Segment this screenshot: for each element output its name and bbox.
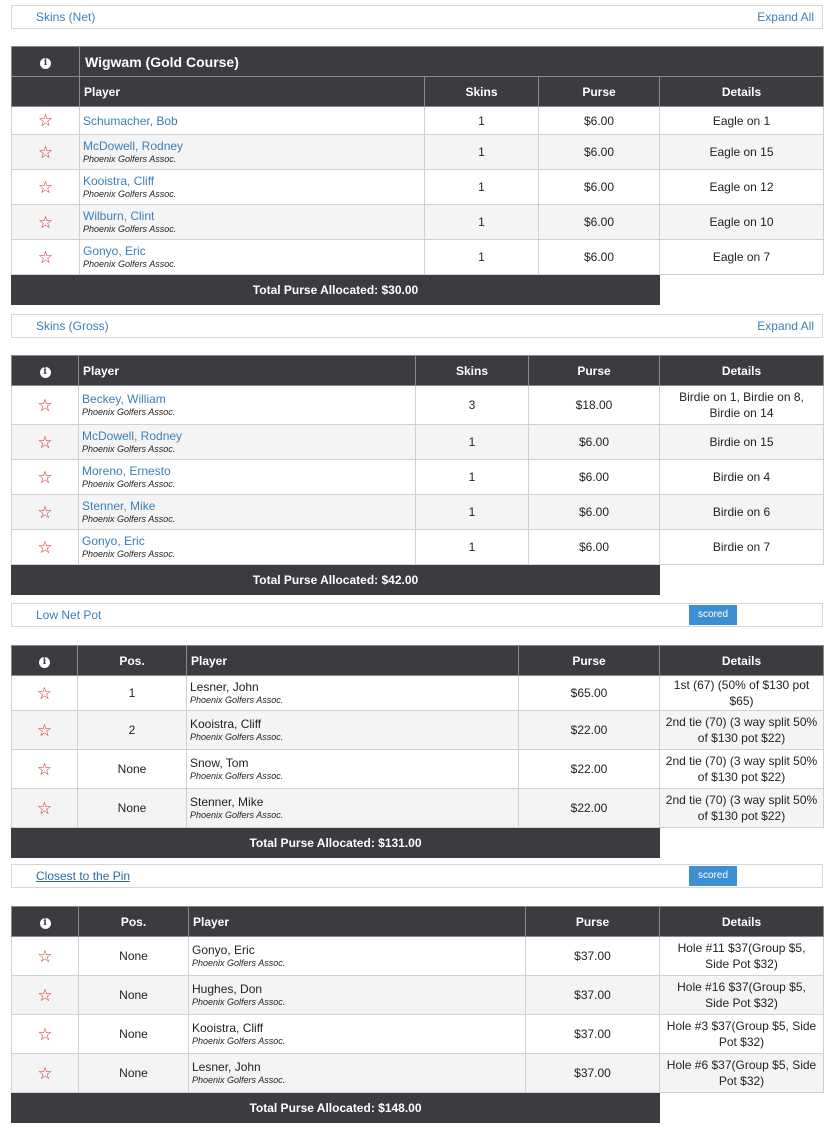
table-row xyxy=(12,711,824,750)
star-column-header xyxy=(12,77,80,107)
player-association: Phoenix Golfers Assoc. xyxy=(82,549,176,559)
player-association: Phoenix Golfers Assoc. xyxy=(192,1036,286,1046)
skins-cell: 1 xyxy=(416,495,529,530)
star-cell xyxy=(12,789,78,828)
details-cell: Eagle on 7 xyxy=(660,240,824,275)
table-row xyxy=(12,170,824,205)
skins-cell: 1 xyxy=(425,205,539,240)
pos-column-header: Pos. xyxy=(79,907,189,937)
total-row xyxy=(12,828,824,858)
info-header-cell xyxy=(12,47,80,77)
total-row xyxy=(12,565,824,595)
player-association: Phoenix Golfers Assoc. xyxy=(82,407,176,417)
purse-cell: $37.00 xyxy=(526,937,660,976)
total-purse: Total Purse Allocated: $131.00 xyxy=(12,828,660,858)
table-row xyxy=(12,205,824,240)
table-row xyxy=(12,240,824,275)
pos-cell: None xyxy=(79,976,189,1015)
scored-badge: scored xyxy=(689,605,737,625)
skins-cell: 1 xyxy=(425,135,539,170)
player-cell xyxy=(189,1015,526,1054)
purse-column-header: Purse xyxy=(519,646,660,676)
player-name-link[interactable]: Kooistra, Cliff xyxy=(83,174,155,188)
closest-to-pin-table xyxy=(11,906,824,1123)
purse-cell: $65.00 xyxy=(519,676,660,711)
player-cell xyxy=(80,240,425,275)
player-name: Snow, Tom xyxy=(190,756,249,770)
star-cell xyxy=(12,530,79,565)
player-cell xyxy=(187,676,519,711)
star-cell xyxy=(12,1054,79,1093)
table-row xyxy=(12,750,824,789)
skins-gross-bar xyxy=(11,314,823,338)
star-cell xyxy=(12,750,78,789)
details-cell: 1st (67) (50% of $130 pot $65) xyxy=(660,676,824,711)
skins-cell: 1 xyxy=(416,530,529,565)
player-name-link[interactable]: Beckey, William xyxy=(82,392,166,406)
player-name-link[interactable]: Moreno, Ernesto xyxy=(82,464,171,478)
star-icon[interactable]: ☆ xyxy=(36,798,53,818)
skins-cell: 1 xyxy=(416,460,529,495)
total-purse: Total Purse Allocated: $42.00 xyxy=(12,565,660,595)
star-icon[interactable]: ☆ xyxy=(37,946,53,966)
star-cell xyxy=(12,425,79,460)
player-name: Stenner, Mike xyxy=(190,795,264,809)
star-icon[interactable]: ☆ xyxy=(36,683,53,703)
details-cell: Eagle on 15 xyxy=(660,135,824,170)
pos-column-header: Pos. xyxy=(78,646,187,676)
course-name: Wigwam (Gold Course) xyxy=(80,47,824,77)
details-cell: Hole #3 $37(Group $5, Side Pot $32) xyxy=(660,1015,824,1054)
pos-cell: None xyxy=(79,1054,189,1093)
player-name-link[interactable]: Gonyo, Eric xyxy=(83,244,146,258)
details-cell: Birdie on 1, Birdie on 8, Birdie on 14 xyxy=(660,386,824,425)
details-column-header: Details xyxy=(660,356,824,386)
purse-column-header: Purse xyxy=(526,907,660,937)
details-cell: 2nd tie (70) (3 way split 50% of $130 pot $22) xyxy=(660,711,824,750)
star-cell xyxy=(12,711,78,750)
pos-cell: None xyxy=(78,750,187,789)
player-cell xyxy=(189,976,526,1015)
star-cell xyxy=(12,937,79,976)
total-purse: Total Purse Allocated: $30.00 xyxy=(12,275,660,305)
table-row xyxy=(12,1054,824,1093)
star-icon[interactable]: ☆ xyxy=(37,537,53,557)
player-association: Phoenix Golfers Assoc. xyxy=(190,810,284,820)
skins-column-header: Skins xyxy=(425,77,539,107)
player-name-link[interactable]: Gonyo, Eric xyxy=(82,534,145,548)
table-row xyxy=(12,976,824,1015)
scored-badge: scored xyxy=(689,866,737,886)
purse-cell: $18.00 xyxy=(529,386,660,425)
player-association: Phoenix Golfers Assoc. xyxy=(190,695,284,705)
info-header-cell xyxy=(12,907,79,937)
player-cell xyxy=(79,530,416,565)
table-row xyxy=(12,425,824,460)
skins-cell: 1 xyxy=(425,240,539,275)
purse-cell: $6.00 xyxy=(529,495,660,530)
pos-cell: None xyxy=(79,937,189,976)
player-cell xyxy=(187,789,519,828)
purse-cell: $37.00 xyxy=(526,1015,660,1054)
purse-column-header: Purse xyxy=(539,77,660,107)
info-icon[interactable]: i xyxy=(40,918,51,929)
skins-net-bar xyxy=(11,5,823,29)
star-cell xyxy=(12,170,80,205)
details-cell: Hole #16 $37(Group $5, Side Pot $32) xyxy=(660,976,824,1015)
star-icon[interactable]: ☆ xyxy=(37,502,53,522)
player-column-header: Player xyxy=(80,77,425,107)
star-cell xyxy=(12,460,79,495)
player-association: Phoenix Golfers Assoc. xyxy=(192,958,286,968)
star-icon[interactable]: ☆ xyxy=(37,247,54,267)
purse-cell: $22.00 xyxy=(519,789,660,828)
info-icon[interactable]: i xyxy=(40,367,51,378)
table-row xyxy=(12,107,824,135)
skins-column-header: Skins xyxy=(416,356,529,386)
low-net-pot-table xyxy=(11,645,824,858)
table-row xyxy=(12,530,824,565)
details-cell: Eagle on 12 xyxy=(660,170,824,205)
star-cell xyxy=(12,240,80,275)
purse-cell: $6.00 xyxy=(539,135,660,170)
player-cell xyxy=(80,107,425,135)
skins-cell: 3 xyxy=(416,386,529,425)
player-association: Phoenix Golfers Assoc. xyxy=(83,224,177,234)
info-icon[interactable]: i xyxy=(40,58,51,69)
player-name: Lesner, John xyxy=(192,1060,261,1074)
skins-net-title[interactable]: Skins (Net) xyxy=(36,10,96,24)
player-cell xyxy=(79,386,416,425)
player-name: Kooistra, Cliff xyxy=(192,1021,264,1035)
details-cell: Birdie on 4 xyxy=(660,460,824,495)
skins-gross-table xyxy=(11,355,824,595)
table-row xyxy=(12,1015,824,1054)
player-cell xyxy=(187,750,519,789)
star-icon[interactable]: ☆ xyxy=(37,432,53,452)
player-association: Phoenix Golfers Assoc. xyxy=(83,189,177,199)
skins-cell: 1 xyxy=(425,170,539,205)
skins-net-expand-all-link[interactable]: Expand All xyxy=(757,10,814,24)
player-cell xyxy=(187,711,519,750)
star-icon[interactable]: ☆ xyxy=(37,111,54,130)
pos-cell: 2 xyxy=(78,711,187,750)
details-cell: Eagle on 10 xyxy=(660,205,824,240)
player-name: Lesner, John xyxy=(190,680,259,694)
player-association: Phoenix Golfers Assoc. xyxy=(82,479,176,489)
closest-to-pin-title[interactable]: Closest to the Pin xyxy=(36,869,131,883)
player-association: Phoenix Golfers Assoc. xyxy=(82,514,176,524)
details-cell: Birdie on 6 xyxy=(660,495,824,530)
player-cell xyxy=(189,1054,526,1093)
purse-cell: $6.00 xyxy=(539,170,660,205)
purse-cell: $6.00 xyxy=(539,107,660,135)
details-cell: Birdie on 7 xyxy=(660,530,824,565)
star-icon[interactable]: ☆ xyxy=(37,142,54,162)
star-cell xyxy=(12,386,79,425)
star-icon[interactable]: ☆ xyxy=(37,985,53,1005)
player-cell xyxy=(189,937,526,976)
star-cell xyxy=(12,1015,79,1054)
star-icon[interactable]: ☆ xyxy=(37,395,53,415)
info-header-cell xyxy=(12,356,79,386)
purse-cell: $6.00 xyxy=(529,530,660,565)
details-cell: Eagle on 1 xyxy=(660,107,824,135)
details-column-header: Details xyxy=(660,907,824,937)
player-name-link[interactable]: McDowell, Rodney xyxy=(82,429,183,443)
total-purse: Total Purse Allocated: $148.00 xyxy=(12,1093,660,1123)
details-cell: 2nd tie (70) (3 way split 50% of $130 pot $22) xyxy=(660,750,824,789)
pos-cell: None xyxy=(79,1015,189,1054)
closest-to-pin-bar xyxy=(11,864,823,888)
player-cell xyxy=(80,170,425,205)
table-row xyxy=(12,386,824,425)
player-cell xyxy=(80,135,425,170)
star-icon[interactable]: ☆ xyxy=(37,212,54,232)
player-association: Phoenix Golfers Assoc. xyxy=(83,259,177,269)
player-cell xyxy=(79,460,416,495)
table-row xyxy=(12,789,824,828)
star-icon[interactable]: ☆ xyxy=(36,759,53,779)
purse-cell: $6.00 xyxy=(539,240,660,275)
info-header-cell xyxy=(12,646,78,676)
skins-cell: 1 xyxy=(416,425,529,460)
star-cell xyxy=(12,676,78,711)
skins-gross-title[interactable]: Skins (Gross) xyxy=(36,319,109,333)
player-name-link[interactable]: McDowell, Rodney xyxy=(83,139,184,153)
purse-cell: $6.00 xyxy=(529,460,660,495)
skins-net-table xyxy=(11,46,824,305)
star-icon[interactable]: ☆ xyxy=(37,467,53,487)
low-net-pot-title[interactable]: Low Net Pot xyxy=(36,608,102,622)
star-cell xyxy=(12,495,79,530)
player-association: Phoenix Golfers Assoc. xyxy=(192,997,286,1007)
star-icon[interactable]: ☆ xyxy=(37,177,54,197)
star-cell xyxy=(12,135,80,170)
purse-cell: $37.00 xyxy=(526,1054,660,1093)
player-association: Phoenix Golfers Assoc. xyxy=(192,1075,286,1085)
details-cell: Hole #6 $37(Group $5, Side Pot $32) xyxy=(660,1054,824,1093)
player-column-header: Player xyxy=(79,356,416,386)
player-column-header: Player xyxy=(187,646,519,676)
skins-gross-expand-all-link[interactable]: Expand All xyxy=(757,319,814,333)
player-association: Phoenix Golfers Assoc. xyxy=(190,771,284,781)
total-row xyxy=(12,275,824,305)
details-cell: Birdie on 15 xyxy=(660,425,824,460)
table-row xyxy=(12,937,824,976)
table-row xyxy=(12,495,824,530)
star-icon[interactable]: ☆ xyxy=(36,720,53,740)
star-icon[interactable]: ☆ xyxy=(37,1024,53,1044)
player-name-link[interactable]: Wilburn, Clint xyxy=(83,209,155,223)
details-column-header: Details xyxy=(660,646,824,676)
player-association: Phoenix Golfers Assoc. xyxy=(190,732,284,742)
skins-cell: 1 xyxy=(425,107,539,135)
pos-cell: 1 xyxy=(78,676,187,711)
low-net-pot-bar xyxy=(11,603,823,627)
player-column-header: Player xyxy=(189,907,526,937)
details-cell: 2nd tie (70) (3 way split 50% of $130 pot $22) xyxy=(660,789,824,828)
purse-cell: $22.00 xyxy=(519,750,660,789)
star-cell xyxy=(12,205,80,240)
star-cell xyxy=(12,976,79,1015)
star-icon[interactable]: ☆ xyxy=(37,1063,53,1083)
pos-cell: None xyxy=(78,789,187,828)
player-name: Kooistra, Cliff xyxy=(190,717,262,731)
player-cell xyxy=(79,425,416,460)
player-association: Phoenix Golfers Assoc. xyxy=(82,444,176,454)
player-name: Hughes, Don xyxy=(192,982,263,996)
player-name: Gonyo, Eric xyxy=(192,943,255,957)
purse-column-header: Purse xyxy=(529,356,660,386)
player-name-link[interactable]: Schumacher, Bob xyxy=(83,113,178,128)
table-row xyxy=(12,460,824,495)
player-name-link[interactable]: Stenner, Mike xyxy=(82,499,156,513)
player-cell xyxy=(80,205,425,240)
table-row xyxy=(12,135,824,170)
star-cell xyxy=(12,107,80,135)
purse-cell: $6.00 xyxy=(539,205,660,240)
purse-cell: $37.00 xyxy=(526,976,660,1015)
table-row xyxy=(12,676,824,711)
player-cell xyxy=(79,495,416,530)
purse-cell: $22.00 xyxy=(519,711,660,750)
details-cell: Hole #11 $37(Group $5, Side Pot $32) xyxy=(660,937,824,976)
info-icon[interactable]: i xyxy=(39,657,50,668)
purse-cell: $6.00 xyxy=(529,425,660,460)
player-association: Phoenix Golfers Assoc. xyxy=(83,154,177,164)
details-column-header: Details xyxy=(660,77,824,107)
total-row xyxy=(12,1093,824,1123)
